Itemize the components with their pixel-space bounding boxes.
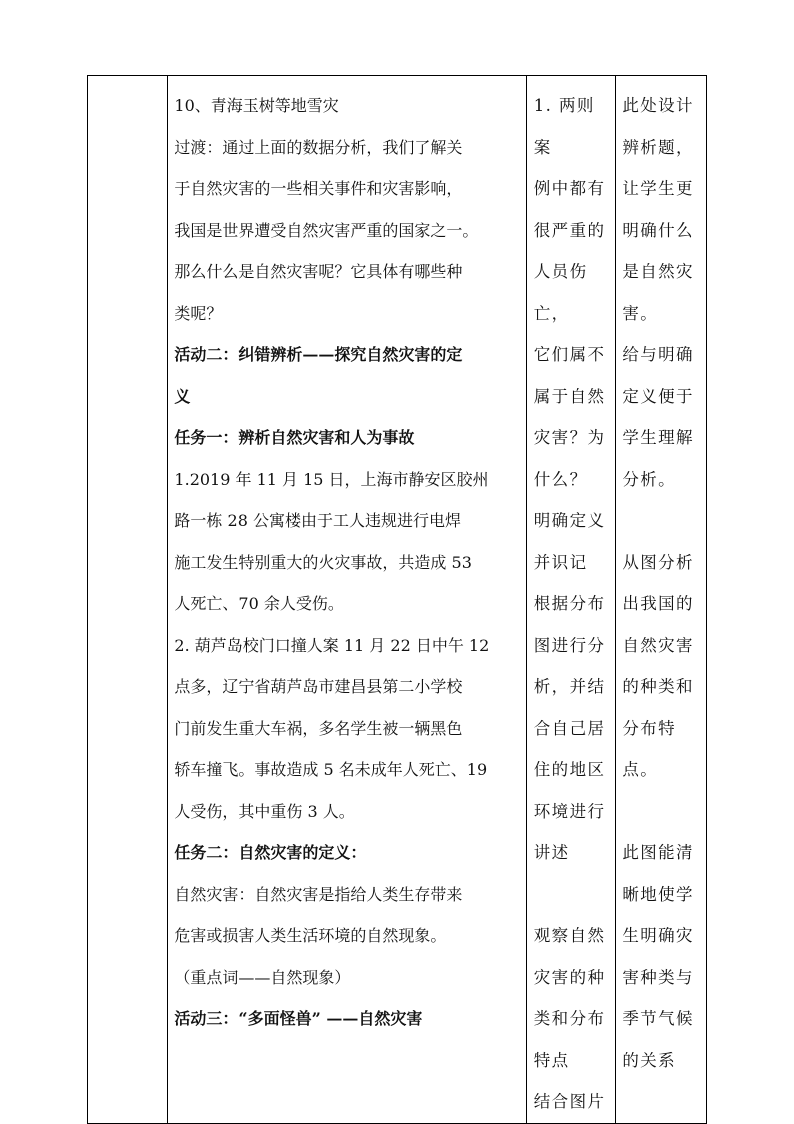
student-activity-line: 结合图片 <box>533 1092 606 1111</box>
content-line: 路一栋 28 公寓楼由于工人违规进行电焊 <box>174 511 461 530</box>
design-intent-line: 学生理解 <box>622 428 694 447</box>
content-heading-line: 任务二：自然灾害的定义： <box>174 843 367 862</box>
student-activity-line: 1. 两则案 <box>533 96 595 157</box>
student-activity-line: 并识记 <box>533 552 588 572</box>
design-intent-line: 是自然灾 <box>622 262 694 281</box>
design-intent-line: 季节气候 <box>622 1009 694 1028</box>
design-intent-line: 出我国的 <box>622 594 694 613</box>
design-intent-text <box>616 76 706 1081</box>
student-activity-line: 环境进行 <box>533 801 606 821</box>
student-activity-line: 析，并结 <box>533 677 606 696</box>
student-activity-line: 明确定义 <box>533 511 606 530</box>
content-line: 2. 葫芦岛校门口撞人案 11 月 22 日中午 12 <box>174 635 490 655</box>
design-intent-line: 生明确灾 <box>622 926 694 945</box>
student-activity-line: 属于自然 <box>533 386 606 406</box>
design-intent-cell <box>616 76 707 1124</box>
content-heading-line: 活动二：纠错辨析——探究自然灾害的定 <box>174 345 463 364</box>
content-line: 类呢？ <box>174 303 223 323</box>
design-intent-line: 害。 <box>622 303 659 323</box>
design-intent-line: 此处设计 <box>622 96 694 115</box>
stage-cell <box>88 76 168 1124</box>
design-intent-line: 辨析题， <box>622 137 694 157</box>
content-line: 人死亡、70 余人受伤。 <box>174 594 344 613</box>
student-activity-line: 讲述 <box>533 843 570 862</box>
student-activity-line: 住的地区 <box>533 760 606 779</box>
design-intent-line: 的关系 <box>622 1050 677 1070</box>
design-intent-line: 的种类和 <box>622 677 694 696</box>
design-intent-line <box>622 500 703 542</box>
content-line: 轿车撞飞。事故造成 5 名未成年人死亡、19 <box>174 760 488 779</box>
content-heading-line: 活动三：“多面怪兽” ——自然灾害 <box>174 1009 423 1028</box>
lesson-plan-table <box>87 75 707 1124</box>
design-intent-line: 让学生更 <box>622 179 694 198</box>
content-line: 过渡：通过上面的数据分析，我们了解关 <box>174 137 463 157</box>
content-heading-line: 任务一：辨析自然灾害和人为事故 <box>174 428 415 447</box>
design-intent-line: 从图分析 <box>622 552 694 572</box>
student-activity-line: 它们属不 <box>533 345 606 364</box>
student-activity-cell <box>526 76 616 1124</box>
student-activity-line: 例中都有 <box>533 179 606 198</box>
content-line: 施工发生特别重大的火灾事故，共造成 53 <box>174 552 472 572</box>
design-intent-line: 此图能清 <box>622 843 694 862</box>
student-activity-line: 人员伤亡， <box>533 262 588 323</box>
content-heading-line: 义 <box>174 386 191 406</box>
content-line: 于自然灾害的一些相关事件和灾害影响， <box>174 179 463 198</box>
student-activity-line: 图进行分 <box>533 635 606 655</box>
student-activity-line: 观察自然 <box>533 926 606 945</box>
design-intent-line: 给与明确 <box>622 345 694 364</box>
design-intent-line: 定义便于 <box>622 386 694 406</box>
content-line: 10、青海玉树等地雪灾 <box>174 96 339 115</box>
student-activity-text <box>527 76 616 1123</box>
table-row <box>88 76 707 1124</box>
student-activity-line: 特点 <box>533 1050 570 1070</box>
design-intent-line: 自然灾害 <box>622 635 694 655</box>
student-activity-line: 灾害的种 <box>533 967 606 987</box>
content-line: 我国是世界遭受自然灾害严重的国家之一。 <box>174 220 479 240</box>
design-intent-line: 明确什么 <box>622 220 694 240</box>
student-activity-line: 灾害？为 <box>533 428 606 447</box>
student-activity-line: 合自己居 <box>533 718 606 738</box>
content-line: 点多，辽宁省葫芦岛市建昌县第二小学校 <box>174 677 463 696</box>
content-line: 那么什么是自然灾害呢？它具体有哪些种 <box>174 262 463 281</box>
student-activity-line: 类和分布 <box>533 1009 606 1028</box>
content-line: （重点词——自然现象） <box>174 967 351 987</box>
design-intent-line <box>622 791 703 833</box>
content-line: 人受伤，其中重伤 3 人。 <box>174 801 355 821</box>
content-line: 自然灾害：自然灾害是指给人类生存带来 <box>174 884 463 904</box>
design-intent-line: 晰地使学 <box>622 884 694 904</box>
student-activity-line: 很严重的 <box>533 220 606 240</box>
design-intent-line: 分布特点。 <box>622 718 677 779</box>
content-line: 危害或损害人类生活环境的自然现象。 <box>174 926 447 945</box>
student-activity-line <box>534 874 613 916</box>
student-activity-line: 根据分布 <box>533 594 606 613</box>
content-text <box>168 76 525 1040</box>
student-activity-line: 什么？ <box>533 469 588 489</box>
content-line: 门前发生重大车祸，多名学生被一辆黑色 <box>174 718 463 738</box>
design-intent-line: 害种类与 <box>622 967 694 987</box>
design-intent-line: 分析。 <box>622 469 677 489</box>
content-line: 1.2019 年 11 月 15 日，上海市静安区胶州 <box>174 469 489 489</box>
content-cell <box>168 76 526 1124</box>
